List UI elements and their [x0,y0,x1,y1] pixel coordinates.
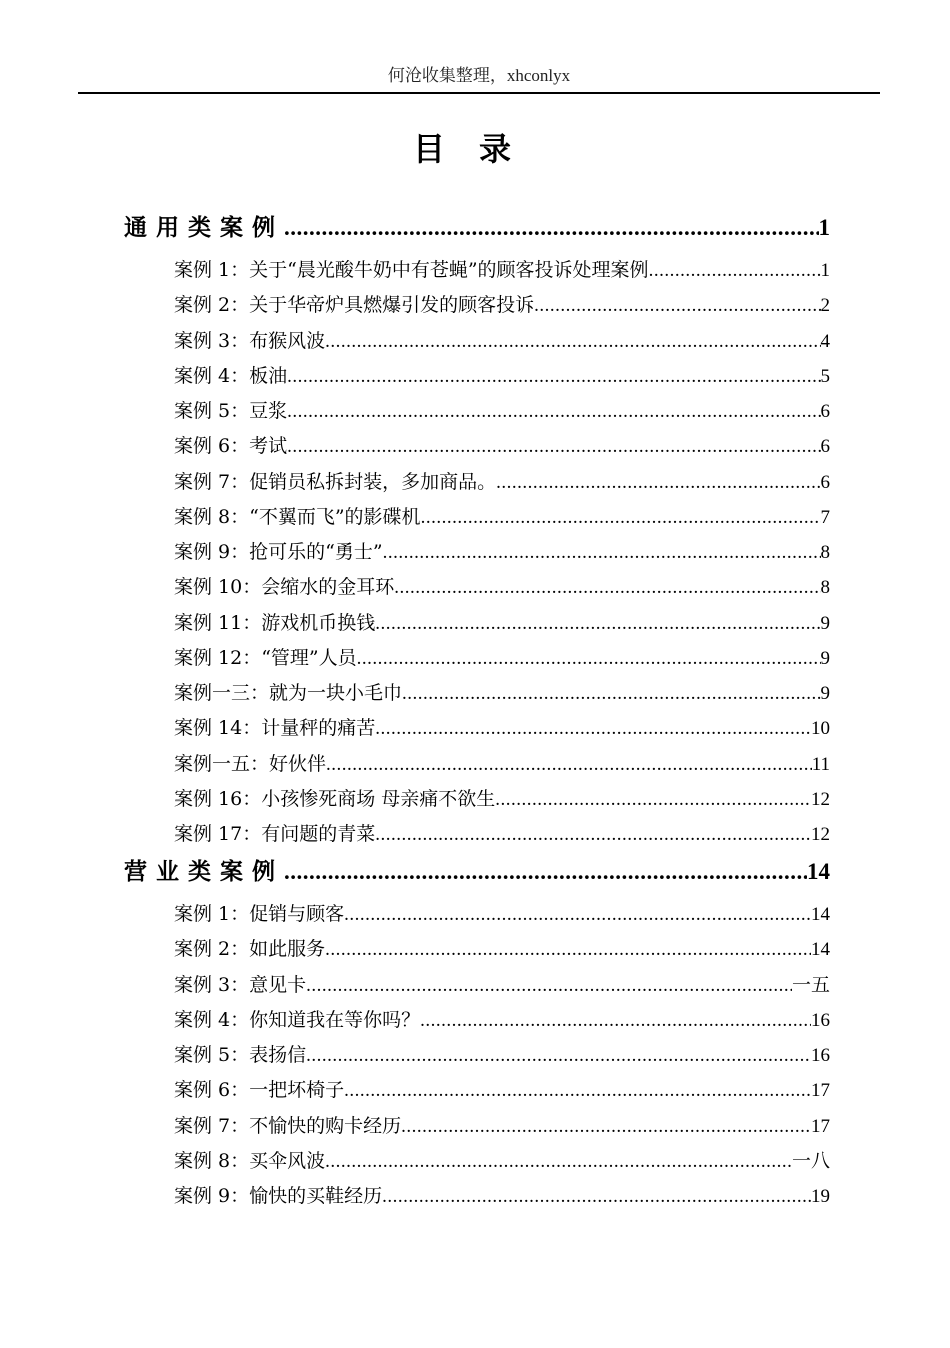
dot-leader [394,572,820,603]
entry-page-number: 1 [820,260,830,281]
toc-entry[interactable] [174,501,830,533]
entry-page-number: 2 [820,295,830,316]
entry-page-number: 9 [820,648,830,669]
toc-section-heading[interactable] [124,210,830,246]
entry-page-number: 6 [820,436,830,457]
entry-page-number: 14 [811,904,830,925]
toc-entry[interactable] [174,430,830,462]
dot-leader [284,854,807,890]
dot-leader [375,608,820,639]
entry-page-number: 一八 [791,1151,830,1172]
entry-title: 案例 6：一把坏椅子 [174,1079,345,1101]
entry-title: 案例 17：有问题的青菜 [174,823,376,845]
section-page-number: 14 [807,859,830,884]
dot-leader [375,819,811,850]
toc-entry[interactable] [174,360,830,392]
dot-leader [420,1005,811,1036]
entry-title: 案例 3：布猴风波 [174,330,326,352]
dot-leader [287,361,820,392]
dot-leader [287,396,820,427]
page-header: 何沧收集整理，xhconlyx [78,62,880,94]
entry-title: 案例 2：如此服务 [174,938,326,960]
entry-title: 案例 8：“不翼而飞”的影碟机 [174,506,421,528]
dot-leader [326,749,812,780]
toc-entry[interactable] [174,748,830,780]
entry-title: 案例 3：意见卡 [174,974,307,996]
dot-leader [325,934,811,965]
dot-leader [287,431,820,462]
dot-leader [401,1111,811,1142]
toc-entry[interactable] [174,783,830,815]
entry-title: 案例一三：就为一块小毛巾 [174,682,403,704]
entry-title: 案例 5：豆浆 [174,400,288,422]
toc-entry[interactable] [174,677,830,709]
dot-leader [421,502,821,533]
dot-leader [306,970,792,1001]
entry-page-number: 12 [811,789,830,810]
entry-title: 案例 14：计量秤的痛苦 [174,717,376,739]
entry-title: 案例 1：关于“晨光酸牛奶中有苍蝇”的顾客投诉处理案例 [174,259,649,281]
entry-page-number: 12 [811,824,830,845]
toc-entry[interactable] [174,395,830,427]
entry-page-number: 17 [811,1080,830,1101]
entry-title: 案例一五：好伙伴 [174,753,327,775]
toc-section-heading[interactable] [124,854,830,890]
toc-entry[interactable] [174,642,830,674]
toc-entry[interactable] [174,254,830,286]
entry-title: 案例 9：愉快的买鞋经历 [174,1185,383,1207]
entry-page-number: 5 [820,366,830,387]
entry-page-number: 一五 [791,975,830,996]
section-title: 通用类案例 [124,215,284,241]
entry-title: 案例 10：会缩水的金耳环 [174,576,395,598]
entry-title: 案例 4：你知道我在等你吗？ [174,1009,421,1031]
entry-title: 案例 9：抢可乐的“勇士” [174,541,383,563]
dot-leader [325,326,820,357]
entry-title: 案例 12：“管理”人员 [174,647,357,669]
entry-page-number: 9 [820,683,830,704]
toc-entry[interactable] [174,1074,830,1106]
entry-page-number: 6 [820,401,830,422]
entry-page-number: 8 [820,542,830,563]
dot-leader [306,1040,811,1071]
entry-title: 案例 7：促销员私拆封装，多加商品。 [174,471,497,493]
entry-page-number: 11 [811,754,830,775]
toc-title: 目录 [412,130,545,168]
toc-entry[interactable] [174,969,830,1001]
dot-leader [344,1075,811,1106]
dot-leader [375,713,811,744]
entry-page-number: 16 [811,1010,830,1031]
entry-page-number: 9 [820,613,830,634]
dot-leader [344,899,811,930]
entry-title: 案例 5：表扬信 [174,1044,307,1066]
dot-leader [382,1181,811,1212]
toc-entry[interactable] [174,1039,830,1071]
entry-title: 案例 1：促销与顾客 [174,903,345,925]
toc-entry[interactable] [174,898,830,930]
dot-leader [534,290,820,321]
entry-title: 案例 16：小孩惨死商场 母亲痛不欲生 [174,788,496,810]
toc-entry[interactable] [174,571,830,603]
toc-entry[interactable] [174,466,830,498]
entry-page-number: 14 [811,939,830,960]
dot-leader [325,1146,792,1177]
entry-page-number: 17 [811,1116,830,1137]
entry-page-number: 19 [811,1186,830,1207]
dot-leader [495,784,811,815]
toc-entry[interactable] [174,1004,830,1036]
section-title: 营业类案例 [124,859,284,885]
dot-leader [402,678,820,709]
entry-page-number: 7 [820,507,830,528]
dot-leader [357,643,821,674]
toc-entry[interactable] [174,933,830,965]
dot-leader [284,210,819,246]
toc-entry[interactable] [174,536,830,568]
dot-leader [496,467,820,498]
section-page-number: 1 [818,215,830,240]
toc-entry[interactable] [174,818,830,850]
toc-entry[interactable] [174,607,830,639]
entry-page-number: 10 [811,718,830,739]
entry-page-number: 4 [820,331,830,352]
toc-entry[interactable] [174,1180,830,1212]
entry-title: 案例 4：板油 [174,365,288,387]
entry-title: 案例 11：游戏机币换钱 [174,612,376,634]
entry-title: 案例 8：买伞风波 [174,1150,326,1172]
entry-title: 案例 6：考试 [174,435,288,457]
toc-entry[interactable] [174,289,830,321]
entry-title: 案例 2：关于华帝炉具燃爆引发的顾客投诉 [174,294,535,316]
dot-leader [649,255,821,286]
toc-entry[interactable] [174,712,830,744]
toc-entry[interactable] [174,1110,830,1142]
toc-entry[interactable] [174,325,830,357]
entry-title: 案例 7：不愉快的购卡经历 [174,1115,402,1137]
dot-leader [383,537,821,568]
entry-page-number: 6 [820,472,830,493]
toc-entry[interactable] [174,1145,830,1177]
entry-page-number: 8 [820,577,830,598]
entry-page-number: 16 [811,1045,830,1066]
